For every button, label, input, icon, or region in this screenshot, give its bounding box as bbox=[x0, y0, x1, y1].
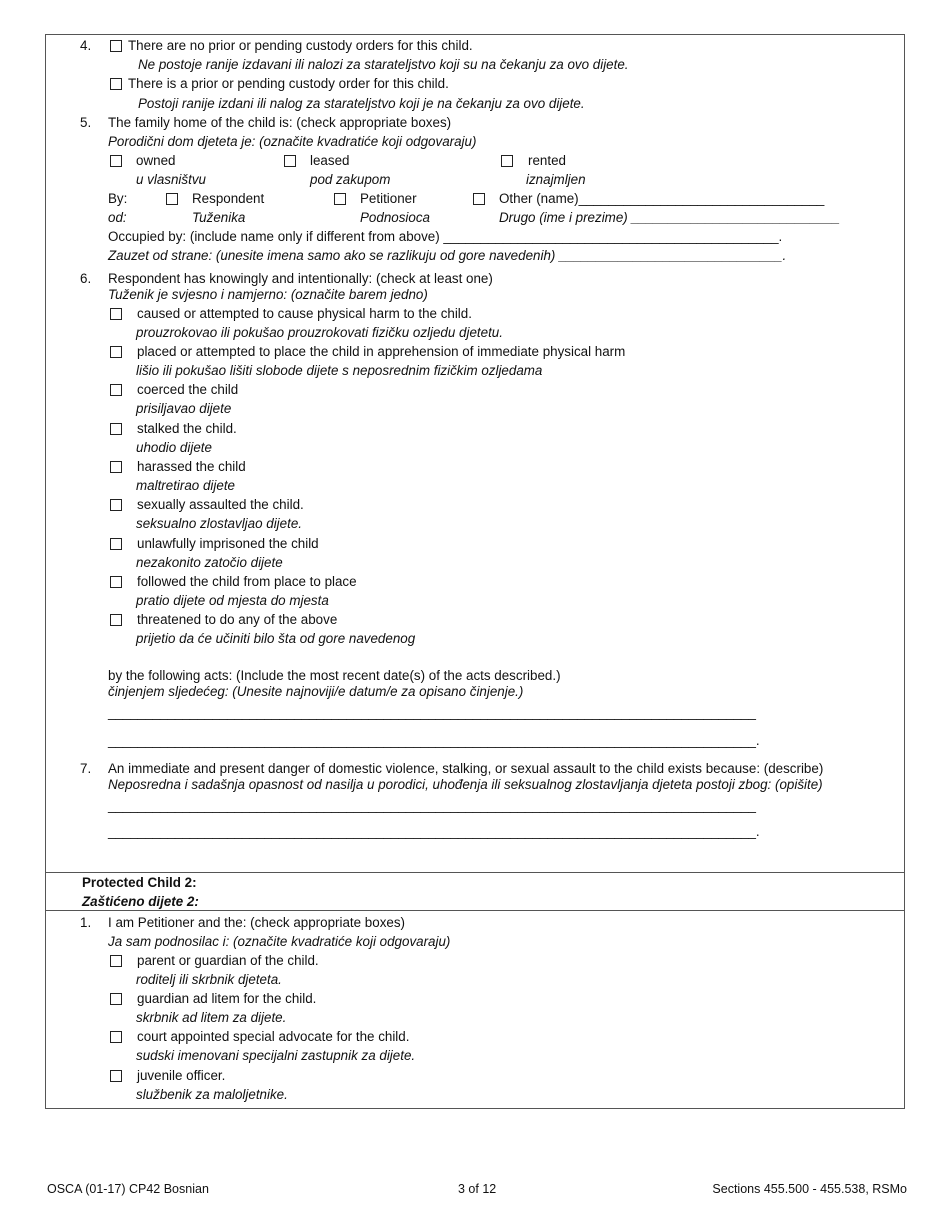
translation: Tuženik je svjesno i namjerno: (označite barem jedno) bbox=[108, 287, 428, 302]
section-heading: Protected Child 2: bbox=[82, 875, 197, 890]
translation: u vlasništvu bbox=[136, 172, 206, 187]
checkbox-act[interactable] bbox=[110, 461, 122, 473]
checkbox-act[interactable] bbox=[110, 346, 122, 358]
checkbox-owned[interactable] bbox=[110, 155, 122, 167]
act-label: coerced the child bbox=[137, 382, 239, 397]
translation: prouzrokovao ili pokušao prouzrokovati fizičku ozljedu djetetu. bbox=[136, 325, 503, 340]
translation: lišio ili pokušao lišiti slobode dijete s neposrednim fizičkim ozljedama bbox=[136, 363, 543, 378]
translation: skrbnik ad litem za dijete. bbox=[136, 1010, 287, 1025]
section-title: The family home of the child is: (check appropriate boxes) bbox=[108, 115, 452, 130]
checkbox-guardian-ad-litem[interactable] bbox=[110, 993, 122, 1005]
danger-line-2[interactable]: _______________________________________________________________________________________. bbox=[108, 824, 760, 839]
section-title: I am Petitioner and the: (check appropriate boxes) bbox=[108, 915, 405, 930]
checkbox-by-petitioner[interactable] bbox=[334, 193, 346, 205]
acts-prompt: by the following acts: (Include the most recent date(s) of the acts described.) bbox=[108, 668, 561, 683]
act-label: placed or attempted to place the child in apprehension of immediate physical harm bbox=[137, 344, 626, 359]
checkbox-pending-custody-order[interactable] bbox=[110, 78, 122, 90]
translation: Ne postoje ranije izdavani ili nalozi za starateljstvo koji su na čekanju za ovo dijete. bbox=[138, 57, 629, 72]
label-pending-custody-order: There is a prior or pending custody order for this child. bbox=[128, 76, 449, 91]
checkbox-by-other[interactable] bbox=[473, 193, 485, 205]
section-title: Respondent has knowingly and intentionally: (check at least one) bbox=[108, 271, 493, 286]
translation: pod zakupom bbox=[310, 172, 391, 187]
role-label: juvenile officer. bbox=[137, 1068, 226, 1083]
section-heading-translation: Zaštićeno dijete 2: bbox=[82, 894, 199, 909]
translation: Postoji ranije izdani ili nalog za starateljstvo koji je na čekanju za ovo dijete. bbox=[138, 96, 585, 111]
checkbox-leased[interactable] bbox=[284, 155, 296, 167]
checkbox-parent-guardian[interactable] bbox=[110, 955, 122, 967]
checkbox-act[interactable] bbox=[110, 538, 122, 550]
translation: Ja sam podnosilac i: (označite kvadratiće koji odgovaraju) bbox=[108, 934, 451, 949]
act-label: stalked the child. bbox=[137, 421, 237, 436]
translation: Drugo (ime i prezime) ____________________________ bbox=[499, 210, 840, 225]
field-other-name[interactable]: Other (name)_________________________________ bbox=[499, 191, 825, 206]
label-owned: owned bbox=[136, 153, 176, 168]
danger-line-1[interactable]: _______________________________________________________________________________________ bbox=[108, 798, 756, 813]
role-label: parent or guardian of the child. bbox=[137, 953, 319, 968]
statute-reference: Sections 455.500 - 455.538, RSMo bbox=[712, 1182, 907, 1196]
act-label: followed the child from place to place bbox=[137, 574, 357, 589]
translation: Tuženika bbox=[192, 210, 246, 225]
translation: pratio dijete od mjesta do mjesta bbox=[136, 593, 329, 608]
translation: nezakonito zatočio dijete bbox=[136, 555, 283, 570]
checkbox-rented[interactable] bbox=[501, 155, 513, 167]
role-label: court appointed special advocate for the child. bbox=[137, 1029, 410, 1044]
act-label: harassed the child bbox=[137, 459, 246, 474]
checkbox-special-advocate[interactable] bbox=[110, 1031, 122, 1043]
section-title: An immediate and present danger of domestic violence, stalking, or sexual assault to the child exists because: (describe) bbox=[108, 761, 824, 776]
act-label: caused or attempted to cause physical harm to the child. bbox=[137, 306, 472, 321]
checkbox-no-custody-orders[interactable] bbox=[110, 40, 122, 52]
translation: seksualno zlostavljao dijete. bbox=[136, 516, 302, 531]
label-respondent: Respondent bbox=[192, 191, 265, 206]
translation: maltretirao dijete bbox=[136, 478, 235, 493]
checkbox-act[interactable] bbox=[110, 384, 122, 396]
checkbox-juvenile-officer[interactable] bbox=[110, 1070, 122, 1082]
acts-line-1[interactable]: _______________________________________________________________________________________ bbox=[108, 705, 756, 720]
acts-line-2[interactable]: _______________________________________________________________________________________. bbox=[108, 733, 760, 748]
translation: Porodični dom djeteta je: (označite kvadratiće koji odgovaraju) bbox=[108, 134, 477, 149]
item-number: 1. bbox=[80, 915, 92, 930]
translation: uhodio dijete bbox=[136, 440, 212, 455]
act-label: unlawfully imprisoned the child bbox=[137, 536, 319, 551]
item-number: 7. bbox=[80, 761, 92, 776]
translation: prijetio da će učiniti bilo šta od gore navedenog bbox=[136, 631, 416, 646]
translation: službenik za maloljetnike. bbox=[136, 1087, 288, 1102]
translation: od: bbox=[108, 210, 127, 225]
translation: Zauzet od strane: (unesite imena samo ako se razlikuju od gore navedenih) ______________________________. bbox=[108, 248, 787, 263]
label-rented: rented bbox=[528, 153, 566, 168]
translation: iznajmljen bbox=[526, 172, 586, 187]
translation: Podnosioca bbox=[360, 210, 430, 225]
translation: Neposredna i sadašnja opasnost od nasilja u porodici, uhođenja ili seksualnog zlostavljanja djeteta postoji zbog: (opišite) bbox=[108, 777, 823, 792]
page-number: 3 of 12 bbox=[458, 1182, 497, 1196]
checkbox-act[interactable] bbox=[110, 614, 122, 626]
checkbox-act[interactable] bbox=[110, 499, 122, 511]
section-divider bbox=[46, 910, 904, 911]
checkbox-act[interactable] bbox=[110, 308, 122, 320]
translation: sudski imenovani specijalni zastupnik za dijete. bbox=[136, 1048, 416, 1063]
section-divider bbox=[46, 872, 904, 873]
checkbox-by-respondent[interactable] bbox=[166, 193, 178, 205]
form-code: OSCA (01-17) CP42 Bosnian bbox=[47, 1182, 209, 1196]
act-label: sexually assaulted the child. bbox=[137, 497, 304, 512]
field-occupied-by[interactable]: Occupied by: (include name only if different from above) _____________________________________________. bbox=[108, 229, 783, 244]
checkbox-act[interactable] bbox=[110, 423, 122, 435]
role-label: guardian ad litem for the child. bbox=[137, 991, 317, 1006]
label-no-custody-orders: There are no prior or pending custody orders for this child. bbox=[128, 38, 473, 53]
label-petitioner: Petitioner bbox=[360, 191, 417, 206]
translation: roditelj ili skrbnik djeteta. bbox=[136, 972, 282, 987]
translation: činjenjem sljedećeg: (Unesite najnoviji/e datum/e za opisano činjenje.) bbox=[108, 684, 524, 699]
label-leased: leased bbox=[310, 153, 350, 168]
item-number: 4. bbox=[80, 38, 92, 53]
checkbox-act[interactable] bbox=[110, 576, 122, 588]
label-by: By: bbox=[108, 191, 128, 206]
item-number: 5. bbox=[80, 115, 92, 130]
translation: prisiljavao dijete bbox=[136, 401, 232, 416]
item-number: 6. bbox=[80, 271, 92, 286]
act-label: threatened to do any of the above bbox=[137, 612, 338, 627]
